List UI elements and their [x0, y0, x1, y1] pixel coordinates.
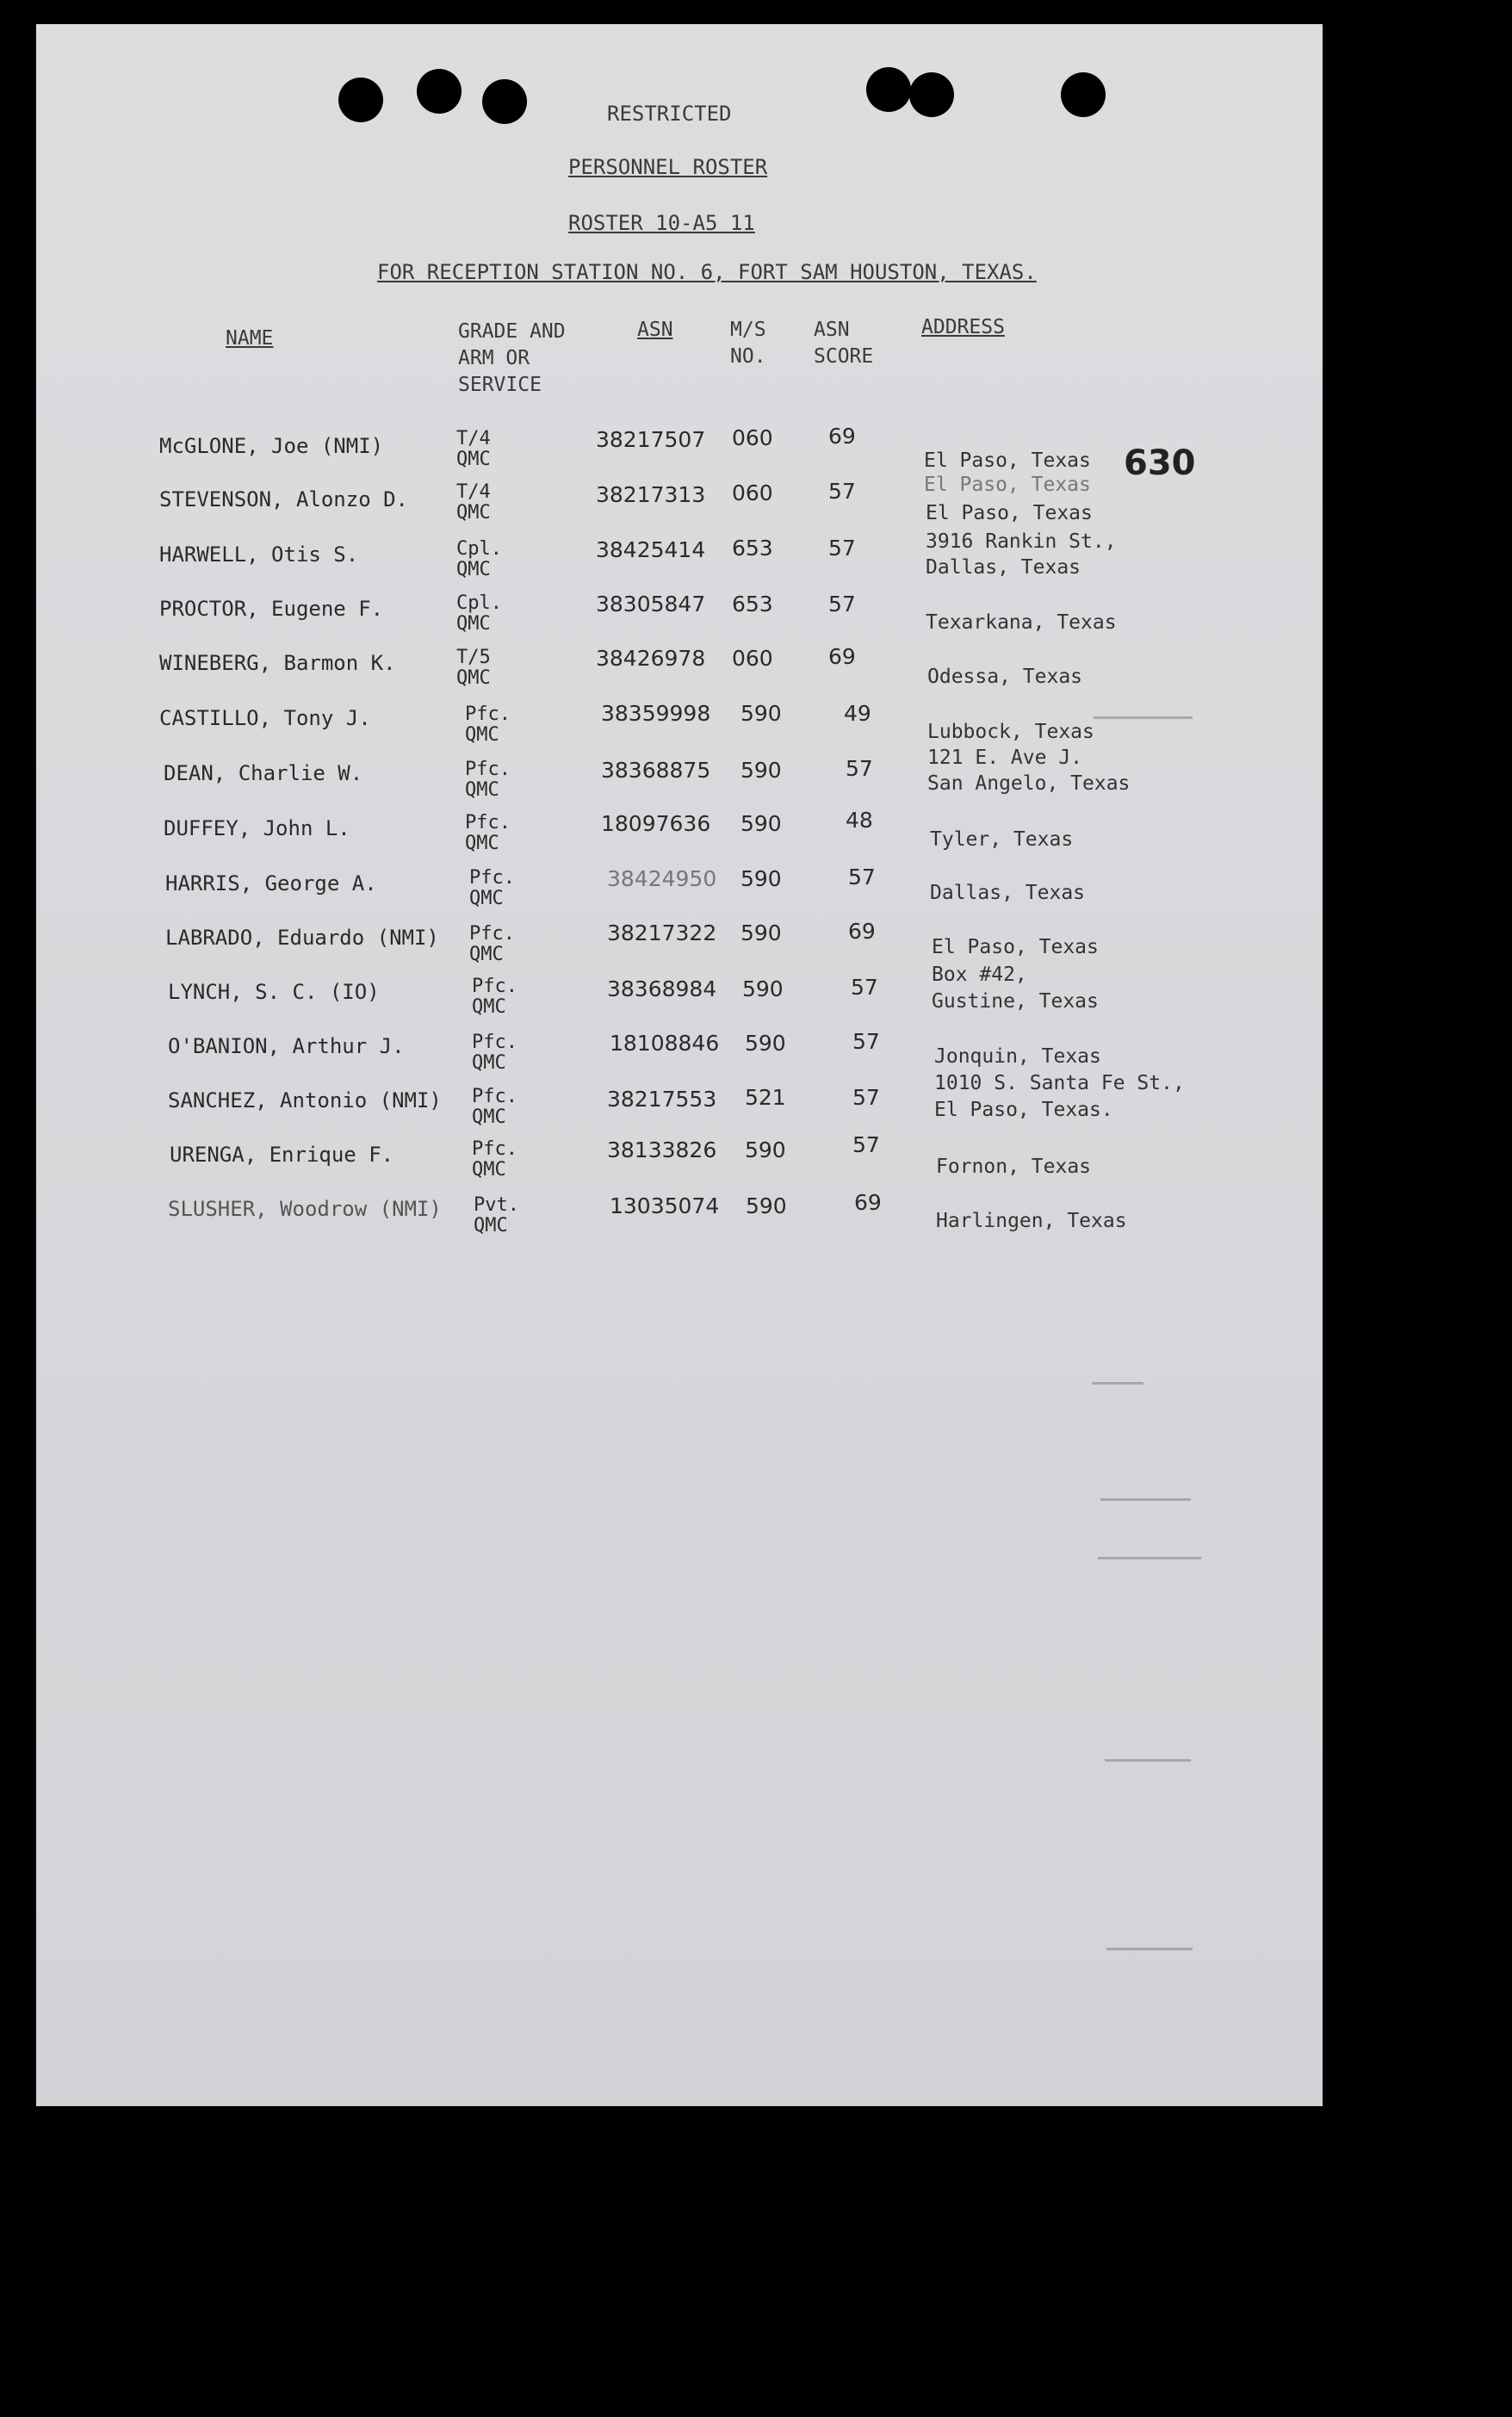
row-grade: Cpl. QMC [456, 538, 502, 580]
row-asn: 13035074 [610, 1193, 720, 1218]
document-title: PERSONNEL ROSTER [568, 155, 768, 179]
row-grade: Pfc. QMC [465, 812, 511, 854]
row-asn: 38426978 [596, 646, 706, 671]
address-line: Odessa, Texas [927, 666, 1083, 688]
row-name: URENGA, Enrique F. [170, 1143, 394, 1167]
row-score: 69 [848, 919, 876, 944]
row-score: 49 [844, 701, 871, 726]
column-header-name: NAME [226, 327, 274, 350]
row-mos: 590 [741, 701, 782, 726]
punch-hole [866, 67, 911, 112]
address-line: Dallas, Texas [926, 556, 1081, 579]
row-mos: 060 [732, 480, 773, 505]
row-name: O'BANION, Arthur J. [168, 1034, 405, 1058]
address-line: Gustine, Texas [932, 990, 1099, 1013]
row-score: 69 [854, 1190, 882, 1215]
row-asn: 38305847 [596, 592, 706, 617]
row-score: 57 [852, 1085, 880, 1110]
row-mos: 590 [742, 976, 784, 1001]
row-mos: 060 [732, 425, 773, 450]
row-grade: Pfc. QMC [472, 1032, 517, 1074]
scan-mark [1105, 1759, 1191, 1762]
address-line: Dallas, Texas [930, 882, 1086, 904]
column-header-address: ADDRESS [921, 316, 1005, 338]
row-grade: Cpl. QMC [456, 592, 502, 635]
row-asn: 38424950 [607, 866, 717, 891]
row-grade: Pvt. QMC [474, 1194, 519, 1236]
row-asn: 38217322 [607, 920, 717, 945]
roster-number: ROSTER 10-A5 11 [568, 211, 755, 235]
row-name: SLUSHER, Woodrow (NMI) [168, 1197, 442, 1221]
column-header-score: ASN SCORE [814, 319, 874, 368]
scan-mark [1106, 1948, 1193, 1950]
row-grade: Pfc. QMC [469, 867, 515, 909]
page-number-stamp: 630 [1124, 443, 1196, 483]
column-header-asn: ASN [637, 319, 673, 341]
punch-hole [417, 69, 462, 114]
row-name: McGLONE, Joe (NMI) [159, 434, 384, 458]
row-grade: Pfc. QMC [465, 759, 511, 801]
row-name: HARWELL, Otis S. [159, 542, 359, 567]
row-score: 69 [828, 424, 856, 449]
address-line: El Paso, Texas [932, 936, 1099, 958]
row-asn: 38217313 [596, 482, 706, 507]
row-mos: 521 [745, 1085, 786, 1110]
column-header-grade: GRADE AND ARM OR SERVICE [458, 320, 566, 396]
address-line: Harlingen, Texas [936, 1210, 1127, 1232]
address-line: Fornon, Texas [936, 1156, 1092, 1178]
row-name: CASTILLO, Tony J. [159, 706, 371, 730]
address-line: Jonquin, Texas [934, 1045, 1101, 1068]
row-asn: 18097636 [601, 811, 711, 836]
address-line: 121 E. Ave J. [927, 747, 1083, 769]
row-asn: 38217553 [607, 1087, 717, 1112]
scan-mark [1092, 1382, 1143, 1385]
row-asn: 38368875 [601, 758, 711, 783]
row-mos: 590 [741, 866, 782, 891]
address-line: El Paso, Texas [926, 502, 1093, 524]
row-grade: Pfc. QMC [469, 923, 515, 965]
row-mos: 653 [732, 592, 773, 617]
row-name: LABRADO, Eduardo (NMI) [165, 926, 439, 950]
row-score: 57 [828, 592, 856, 617]
row-mos: 590 [745, 1031, 786, 1056]
address-line: Box #42, [932, 964, 1027, 986]
row-mos: 590 [741, 758, 782, 783]
row-grade: T/4 QMC [456, 481, 491, 524]
row-mos: 590 [746, 1193, 787, 1218]
punch-hole [1061, 72, 1106, 117]
address-line: Texarkana, Texas [926, 611, 1117, 634]
row-grade: Pfc. QMC [472, 1138, 517, 1181]
row-name: HARRIS, George A. [165, 871, 377, 896]
row-name: DUFFEY, John L. [164, 816, 350, 840]
row-mos: 590 [741, 811, 782, 836]
row-name: SANCHEZ, Antonio (NMI) [168, 1088, 442, 1112]
row-score: 57 [852, 1029, 880, 1054]
row-name: PROCTOR, Eugene F. [159, 597, 384, 621]
column-header-mos: M/S NO. [730, 319, 766, 368]
scan-mark [1100, 1498, 1191, 1501]
classification-label: RESTRICTED [607, 102, 732, 126]
punch-hole [338, 77, 383, 122]
address-line: 3916 Rankin St., [926, 530, 1117, 553]
punch-hole [909, 72, 954, 117]
row-asn: 18108846 [610, 1031, 720, 1056]
row-mos: 590 [741, 920, 782, 945]
row-score: 57 [828, 479, 856, 504]
station-line: FOR RECEPTION STATION NO. 6, FORT SAM HOUSTON, TEXAS. [377, 260, 1037, 284]
row-asn: 38133826 [607, 1137, 717, 1162]
row-grade: Pfc. QMC [465, 703, 511, 746]
row-asn: 38217507 [596, 427, 706, 452]
row-score: 69 [828, 644, 856, 669]
row-name: LYNCH, S. C. (IO) [168, 980, 380, 1004]
row-score: 57 [848, 865, 876, 889]
row-mos: 060 [732, 646, 773, 671]
row-asn: 38425414 [596, 537, 706, 562]
row-asn: 38359998 [601, 701, 711, 726]
row-name: WINEBERG, Barmon K. [159, 651, 396, 675]
row-grade: T/4 QMC [456, 428, 491, 470]
address-line: San Angelo, Texas [927, 772, 1131, 795]
row-asn: 38368984 [607, 976, 717, 1001]
punch-hole [482, 79, 527, 124]
row-score: 57 [828, 536, 856, 561]
address-line: Lubbock, Texas [927, 721, 1094, 743]
row-score: 57 [846, 756, 873, 781]
row-name: STEVENSON, Alonzo D. [159, 487, 408, 511]
scan-mark [1094, 716, 1193, 719]
address-line: 1010 S. Santa Fe St., [934, 1072, 1185, 1094]
row-grade: T/5 QMC [456, 647, 491, 689]
row-score: 48 [846, 808, 873, 833]
row-grade: Pfc. QMC [472, 976, 517, 1018]
row-name: DEAN, Charlie W. [164, 761, 363, 785]
row-score: 57 [852, 1132, 880, 1157]
address-line: El Paso, Texas [924, 474, 1091, 496]
address-line: El Paso, Texas [924, 449, 1091, 472]
scan-mark [1098, 1557, 1201, 1559]
row-grade: Pfc. QMC [472, 1086, 517, 1128]
address-line: Tyler, Texas [930, 828, 1074, 851]
row-mos: 590 [745, 1137, 786, 1162]
address-line: El Paso, Texas. [934, 1099, 1113, 1121]
row-score: 57 [851, 975, 878, 1000]
row-mos: 653 [732, 536, 773, 561]
